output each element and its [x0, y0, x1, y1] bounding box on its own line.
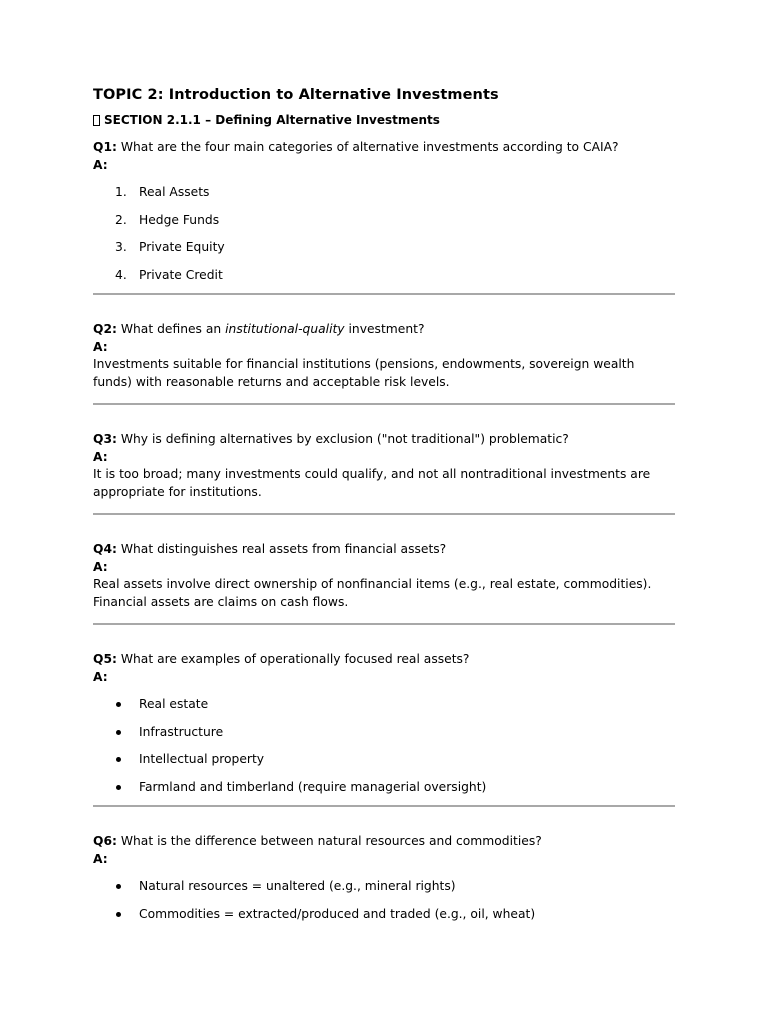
list-item-text: Private Credit — [139, 267, 223, 282]
list-item-text: Real estate — [139, 697, 209, 711]
horizontal-rule — [93, 805, 675, 807]
list-item-text: Intellectual property — [139, 752, 265, 766]
missing-glyph-icon — [93, 115, 100, 126]
question-2 — [93, 321, 675, 339]
list-item — [93, 724, 675, 742]
answer-text: Real assets involve direct ownership of nonfinancial items (e.g., real estate, commodities). Financial assets are claims on cash flows. — [93, 577, 652, 609]
question-block-4 — [93, 541, 675, 611]
question-text-before: What defines an — [120, 322, 226, 336]
question-text: What is the difference between natural resources and commodities? — [120, 834, 542, 848]
list-item — [93, 184, 675, 202]
qa-list — [93, 139, 675, 923]
answer-bullet-list — [93, 696, 675, 796]
list-item — [93, 267, 675, 285]
question-text: What distinguishes real assets from financial assets? — [120, 542, 447, 556]
answer-text: It is too broad; many investments could qualify, and not all nontraditional investments are appropriate for institutions. — [93, 467, 651, 499]
horizontal-rule — [93, 623, 675, 625]
question-4 — [93, 541, 675, 559]
horizontal-rule — [93, 293, 675, 295]
question-text: What are the four main categories of alternative investments according to CAIA? — [120, 140, 619, 154]
question-block-2 — [93, 321, 675, 391]
horizontal-rule — [93, 403, 675, 405]
list-item — [93, 878, 675, 896]
list-item-text: Commodities = extracted/produced and traded (e.g., oil, wheat) — [139, 906, 536, 921]
list-item — [93, 751, 675, 769]
answer-ordered-list — [93, 184, 675, 284]
answer-label: A: — [93, 339, 108, 354]
question-block-5 — [93, 651, 675, 796]
question-number: Q3: — [93, 432, 117, 446]
answer-bullet-list — [93, 878, 675, 923]
answer-label: A: — [93, 559, 108, 574]
list-marker: 1. — [115, 185, 127, 199]
page-title: TOPIC 2: Introduction to Alternative Investments — [93, 87, 499, 103]
list-item — [93, 779, 675, 797]
list-item-text: Farmland and timberland (require managerial oversight) — [139, 779, 487, 794]
question-5 — [93, 651, 675, 669]
question-block-6 — [93, 833, 675, 923]
question-number: Q6: — [93, 834, 117, 848]
question-number: Q5: — [93, 652, 117, 666]
list-item-text: Infrastructure — [139, 724, 224, 739]
list-item — [93, 906, 675, 924]
answer-label: A: — [93, 157, 108, 172]
list-marker: 2. — [115, 212, 127, 227]
question-text-italic: institutional-quality — [225, 322, 345, 336]
list-item-text: Hedge Funds — [139, 212, 220, 227]
question-6 — [93, 833, 675, 851]
question-1 — [93, 139, 675, 157]
list-item-text: Private Equity — [139, 240, 225, 254]
section-heading — [93, 112, 675, 128]
document-page — [93, 86, 675, 933]
answer-text: Investments suitable for financial institutions (pensions, endowments, sovereign wealth funds) with reasonable returns and acceptable risk levels. — [93, 357, 635, 389]
question-3 — [93, 431, 675, 449]
answer-label: A: — [93, 851, 108, 866]
question-number: Q2: — [93, 322, 117, 336]
list-marker: 3. — [115, 240, 127, 254]
question-block-1 — [93, 139, 675, 284]
question-text-after: investment? — [344, 322, 425, 336]
question-number: Q1: — [93, 140, 117, 154]
horizontal-rule — [93, 513, 675, 515]
list-item-text: Real Assets — [139, 185, 210, 199]
list-item — [93, 696, 675, 714]
answer-label: A: — [93, 669, 108, 684]
question-block-3 — [93, 431, 675, 501]
question-text: Why is defining alternatives by exclusion ("not traditional") problematic? — [120, 432, 569, 446]
section-label: SECTION 2.1.1 – Defining Alternative Investments — [104, 113, 440, 127]
answer-label: A: — [93, 449, 108, 464]
list-item — [93, 239, 675, 257]
list-item — [93, 212, 675, 230]
question-number: Q4: — [93, 542, 117, 556]
list-marker: 4. — [115, 267, 127, 282]
question-text: What are examples of operationally focused real assets? — [120, 652, 470, 666]
list-item-text: Natural resources = unaltered (e.g., mineral rights) — [139, 879, 456, 893]
